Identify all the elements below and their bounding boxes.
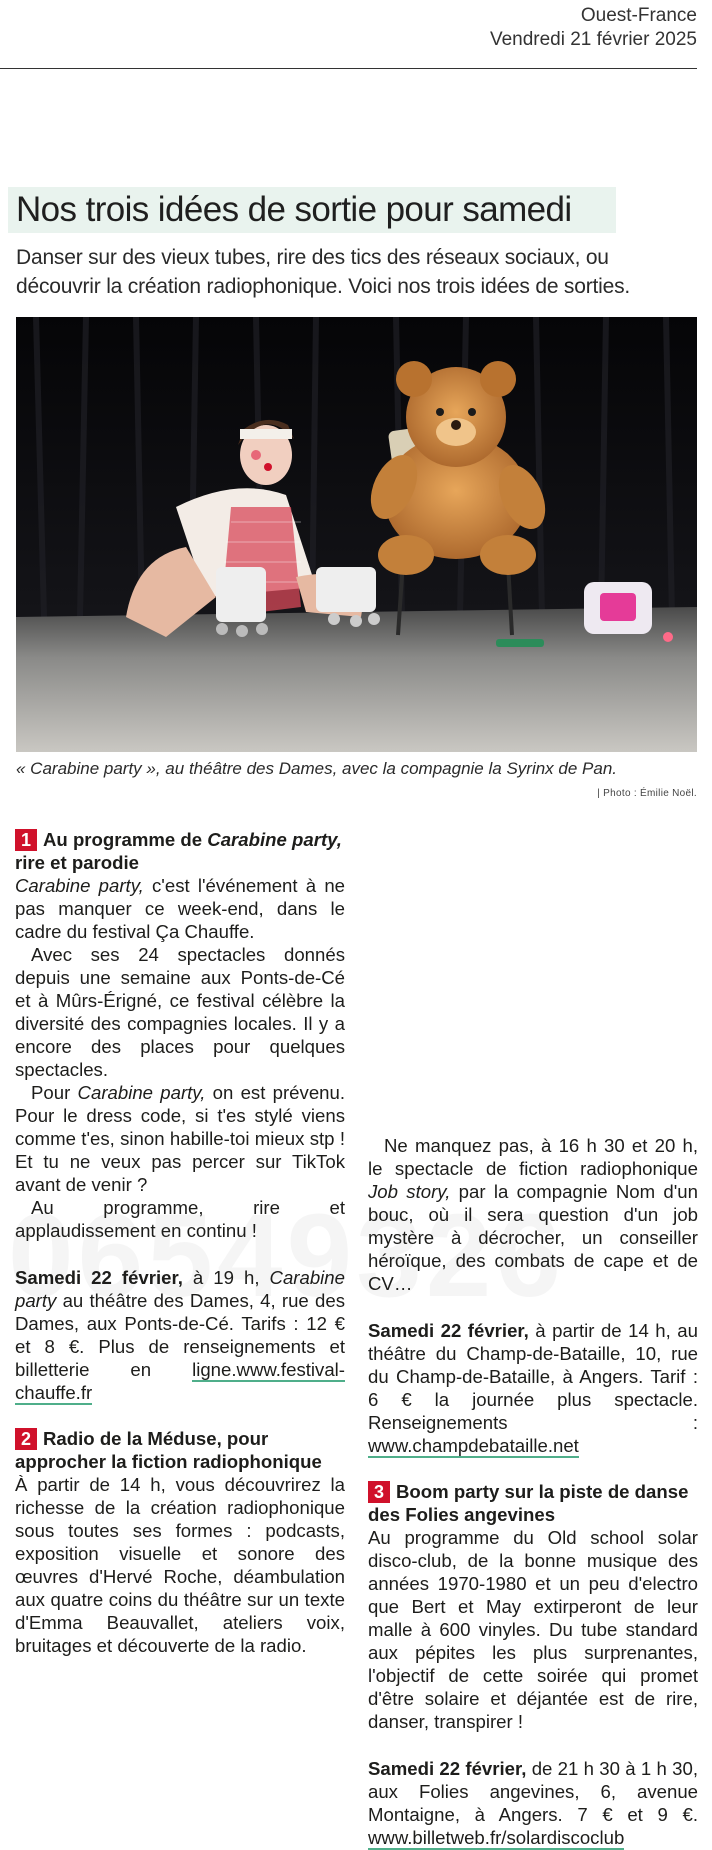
festival-link[interactable]: ligne.www.festival-chauffe.fr <box>15 1358 345 1403</box>
section-2-number: 2 <box>15 1428 37 1450</box>
photo-credit: | Photo : Émilie Noël. <box>597 788 697 799</box>
article-lead: Danser sur des vieux tubes, rire des tics des réseaux sociaux, ou découvrir la création radiophonique. Voici nos trois idées de sorties. <box>16 246 631 298</box>
section-3-number: 3 <box>368 1481 390 1503</box>
section-3-practical-info: Samedi 22 février, de 21 h 30 à 1 h 30, aux Folies angevines, 6, avenue Montaigne, à Angers. 7 € et 9 €. www.billetweb.fr/solardiscoclub <box>368 1757 698 1848</box>
section-1-paragraph: Au programme, rire et applaudissement en continu ! <box>15 1197 345 1241</box>
stage-photo-illustration <box>16 317 697 752</box>
publication-name: Ouest-France <box>580 5 697 26</box>
section-3-paragraph: Au programme du Old school solar disco-club, de la bonne musique des années 1970-1980 et un peu d'electro que Bert et May extirperont de leur malle à 600 vinyles. Du tube standard aux pépites les plus surprenantes, l'objectif de cette soirée qui promet d'être solaire et déjantée est de rire, danser, transpirer ! <box>368 1527 698 1733</box>
section-1-paragraph: Pour Carabine party, on est prévenu. Pour le dress code, si t'es stylé viens comme t'es, sinon habille-toi mieux stp ! Et tu ne veux pas percer sur TikTok avant de venir ? <box>15 1082 346 1195</box>
photo-caption: « Carabine party », au théâtre des Dames, avec la compagnie la Syrinx de Pan. <box>16 759 618 778</box>
article-photo <box>16 317 697 752</box>
column-right <box>368 828 698 1849</box>
masthead <box>0 0 697 69</box>
column-left <box>15 828 345 1657</box>
champdebataille-link[interactable]: www.champdebataille.net <box>368 1434 579 1456</box>
section-1-practical-info: Samedi 22 février, à 19 h, Carabine party au théâtre des Dames, 4, rue des Dames, aux Ponts-de-Cé. Tarifs : 12 € et 8 €. Plus de renseignements et billetterie en ligne.www.festival-chauffe.fr <box>15 1266 345 1403</box>
section-3-title: 3 Boom party sur la piste de danse des Folies angevines <box>368 1481 689 1526</box>
section-1-title: 1 Au programme de Carabine party, rire et parodie <box>15 829 342 873</box>
article-headline: Nos trois idées de sortie pour samedi <box>16 190 572 229</box>
section-2-paragraph: Ne manquez pas, à 16 h 30 et 20 h, le spectacle de fiction radiophonique Job story, par la compagnie Nom d'un bouc, où il sera question d'un job mystère à décrocher, un conseiller héroïque, des combats de cape et de CV… <box>368 1135 698 1294</box>
section-1-paragraph: Carabine party, c'est l'événement à ne pas manquer ce week-end, dans le cadre du festival Ça Chauffe. <box>15 875 345 942</box>
section-2-practical-info: Samedi 22 février, à partir de 14 h, au théâtre du Champ-de-Bataille, 10, rue du Champ-de-Bataille, à Angers. Tarif : 6 € la journée plus spectacle. Renseignements : www.champdebataille.net <box>368 1319 698 1456</box>
section-2-paragraph: À partir de 14 h, vous découvrirez la richesse de la création radiophonique sous toutes ses formes : podcasts, exposition visuelle et sonore des œuvres d'Hervé Roche, déambulation aux quatre coins du théâtre sur un texte d'Emma Beauvallet, ateliers voix, bruitages et découverte de la radio. <box>15 1474 345 1657</box>
publication-date: Vendredi 21 février 2025 <box>489 29 697 50</box>
section-1-paragraph: Avec ses 24 spectacles donnés depuis une semaine aux Ponts-de-Cé et à Mûrs-Érigné, ce festival célèbre la diversité des compagnies locales. Il y a encore des places pour quelques spectacles. <box>15 944 345 1080</box>
section-2-title: 2 Radio de la Méduse, pour approcher la fiction radiophonique <box>15 1428 322 1473</box>
section-1-number: 1 <box>15 829 37 851</box>
billetweb-link[interactable]: www.billetweb.fr/solardiscoclub <box>368 1826 625 1848</box>
